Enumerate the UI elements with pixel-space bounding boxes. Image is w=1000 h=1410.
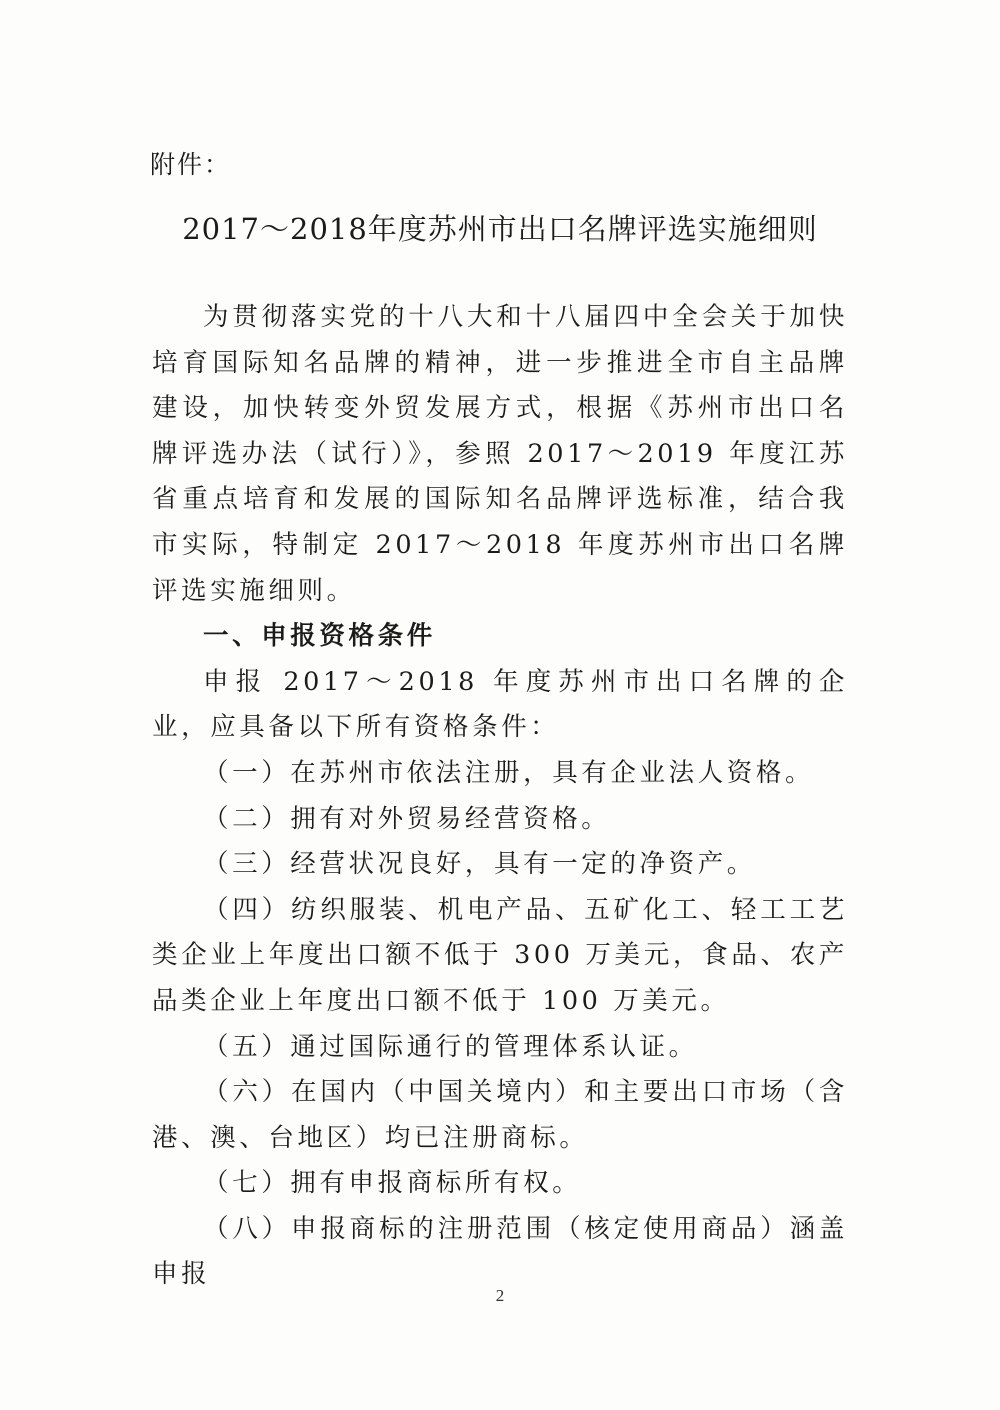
document-title: 2017～2018年度苏州市出口名牌评选实施细则	[182, 212, 818, 246]
list-item: （四）纺织服装、机电产品、五矿化工、轻工工艺类企业上年度出口额不低于 300 万美元，食品、农产品类企业上年度出口额不低于 100 万美元。	[152, 894, 848, 1016]
page-number: 2	[495, 1286, 505, 1305]
list-item: （二）拥有对外贸易经营资格。	[203, 803, 611, 834]
list-item: （一）在苏州市依法注册，具有企业法人资格。	[203, 757, 815, 788]
intro-paragraph: 为贯彻落实党的十八大和十八届四中全会关于加快培育国际知名品牌的精神，进一步推进全市自主品牌建设，加快转变外贸发展方式，根据《苏州市出口名牌评选办法（试行）》，参照 2017～2019 年度江苏省重点培育和发展的国际知名品牌评选标准，结合我市实际，特制定 2017～2018 年度苏州市出口名牌评选实施细则。	[152, 302, 848, 606]
list-item: （八）申报商标的注册范围（核定使用商品）涵盖申报	[152, 1213, 848, 1290]
attachment-label: 附件：	[150, 150, 232, 179]
list-item: （三）经营状况良好，具有一定的净资产。	[203, 849, 756, 880]
body-paragraph: 申报 2017～2018 年度苏州市出口名牌的企业，应具备以下所有资格条件：	[152, 666, 848, 743]
section-heading: 一、申报资格条件	[203, 621, 436, 652]
list-item: （六）在国内（中国关境内）和主要出口市场（含港、澳、台地区）均已注册商标。	[152, 1077, 848, 1153]
list-item: （五）通过国际通行的管理体系认证。	[203, 1031, 698, 1062]
document-body	[152, 295, 848, 1298]
list-item: （七）拥有申报商标所有权。	[203, 1168, 582, 1199]
